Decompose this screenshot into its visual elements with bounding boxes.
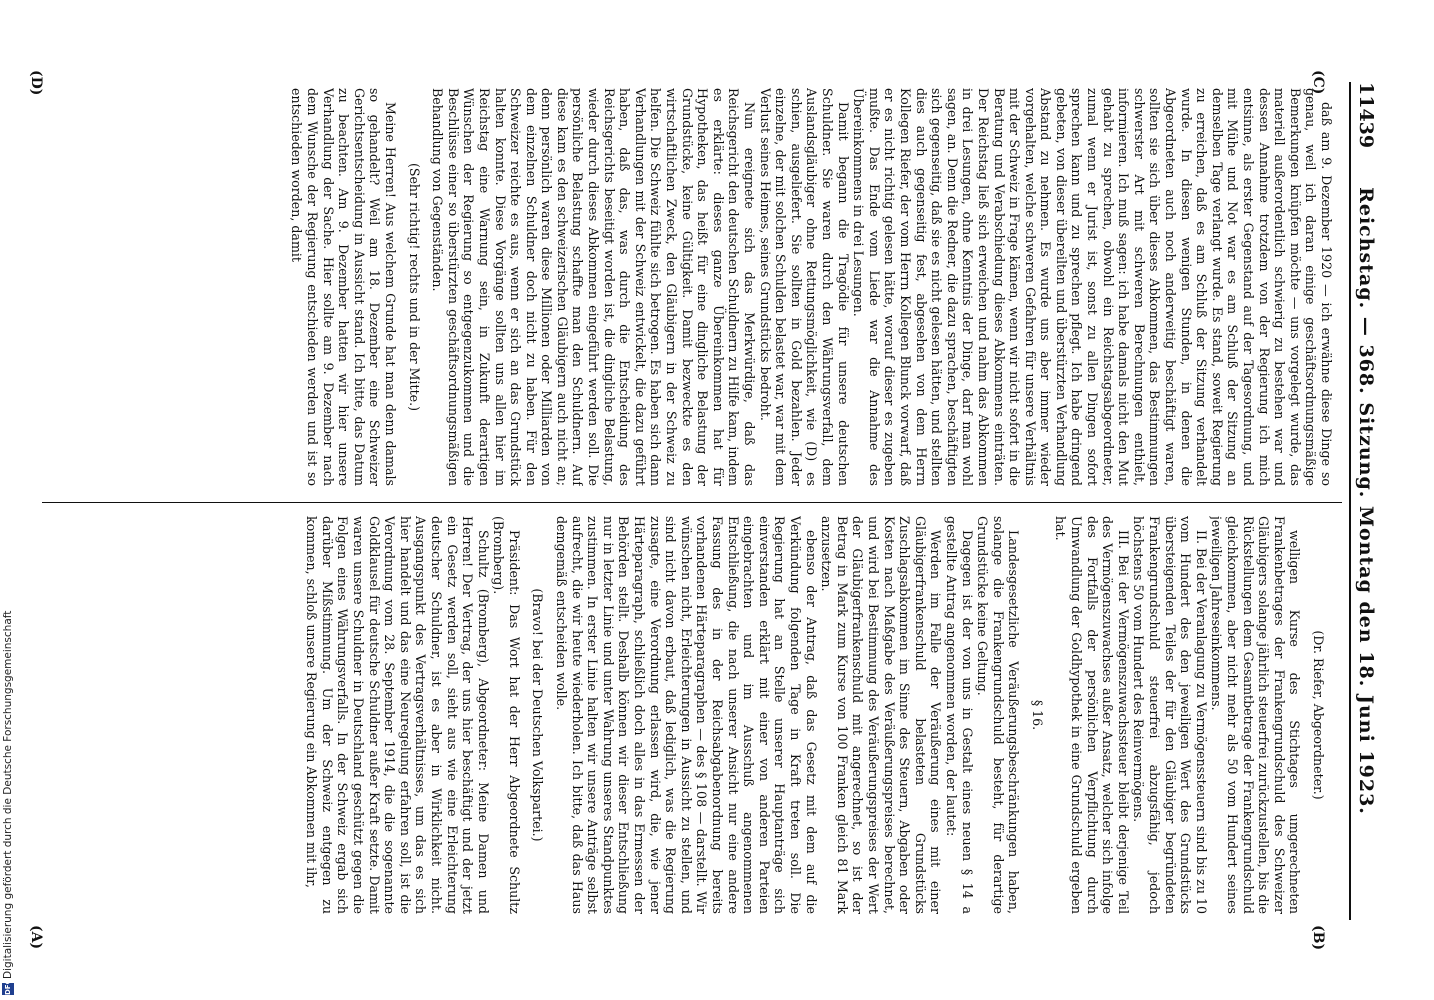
page-title: Reichstag. — 368. Sitzung. Montag den 18. Juni 1923. xyxy=(1355,187,1377,815)
margin-letter-a: (A) xyxy=(28,925,44,950)
interjection: (Sehr richtig! rechts und in der Mitte.) xyxy=(406,162,422,412)
margin-letter-b: (B) xyxy=(1310,925,1326,951)
speaker-note: (Dr. Riefer, Abgeordneter.) xyxy=(1311,630,1326,800)
page-number: 11439 xyxy=(1355,82,1377,149)
paragraph: II. Bei der Veranlagung zu Vermögenssteuern sind bis zu 10 vom Hundert des den jeweiligen Wert des Grundstücks übersteigenden Teiles der für den Gläubiger begründeten Frankengrundschuld steuerfrei abzugsfähig, jedoch höchstens 50 vom Hundert des Reinvermögens. xyxy=(1131,516,1209,914)
text-column-right xyxy=(44,516,1334,914)
paragraph: Landesgesetzliche Veräußerungsbeschränkungen haben, solange die Frankengrundschuld besteht, für derartige Grundstücke keine Geltung. xyxy=(975,516,1022,914)
interjection: (Bravo! bei der Deutschen Volkspartei.) xyxy=(530,588,546,842)
page-header xyxy=(1349,82,1379,920)
paragraph: Werden im Falle der Veräußerung eines mit einer Gläubigerfrankenschuld belasteten Grundstücks Zuschlagsabkommen im Sinne des Steuern, Abgaben oder Kosten nach Maßgabe des Veräußerungspreises berechnet, und wird bei Bestimmung des Veräußerungspreises der Wert der Gläubigerfrankenschuld mit angerechnet, so ist der Betrag in Mark zum Kurse von 100 Franken gleich 81 Mark anzusetzen. xyxy=(819,516,944,914)
credit-text: Digitalisierung gefördert durch die Deutsche Forschungsgemeinschaft xyxy=(2,610,14,979)
paragraph: Schultz (Bromberg), Abgeordneter: Meine Damen und Herren! Der Vertrag, der uns hier beschäftigt und der jetzt ein Gesetz werden soll, sieht aus wie eine Erleichterung deutscher Schuldner, ist es aber in Wirklichkeit nicht. Ausgangspunkt des Vertragsverhältnisses, um das es sich hier handelt und das eine Neuregelung erfahren soll, ist die Verordnung vom 28. September 1914, die die sogenannte Goldklausel für deutsche Schuldner außer Kraft setzte. Damit waren unsere Schuldner in Deutschland geschützt gegen die Folgen eines Währungsverfalls. In der Schweiz ergab sich darüber Mißstimmung. Um der Schweiz entgegen zu kommen, schloß unsere Regierung ein Abkommen mit ihr, xyxy=(304,516,491,914)
paragraph: Meine Herren! Aus welchem Grunde hat man denn damals so gehandelt? Weil am 18. Dezember eine Schweizer Gerichtsentscheidung in Aussicht stand. Ich bitte, das Datum zu beachten. Am 9. Dezember hatten wir hier unsere Verhandlung der Sache. Hier sollte am 9. Dezember nach dem Wunsche der Regierung entschieden werden und ist so entschieden worden, damit xyxy=(289,88,398,486)
margin-letter-c: (C) xyxy=(1310,70,1326,95)
column-divider xyxy=(42,502,1342,503)
section-heading: § 16. xyxy=(1029,699,1045,731)
text-column-left xyxy=(44,88,1334,486)
paragraph: ebenso der Antrag, daß das Gesetz mit dem auf die Verkündung folgenden Tage in Kraft treten soll. Die Regierung hat an Stelle unserer Hauptanträge sich einverstanden erklärt mit einer von anderen Parteien eingebrachten und im Ausschuß angenommenen Entschließung, die nach unserer Ansicht nur eine andere Fassung des in der Reichsabgabenordnung bereits vorhandenen Härteparagraphen — des § 108 — darstellt. Wir wünschen nicht, Erleichterungen in Aussicht zu stellen, und sind nicht davon erbaut, daß lediglich, was die Regierung zusagte, eine Verordnung erlassen wird, die, wie jener Härteparagraph, schließlich doch alles in das Ermessen der Behörden stellt. Deshalb können wir dieser Entschließung nur in letzter Linie und unter Wahrung unseres Standpunktes zustimmen. In erster Linie halten wir unsere Anträge selbst aufrecht, die wir heute wiederholen. Ich bitte, daß das Haus demgemäß entscheiden wolle. xyxy=(554,516,819,914)
paragraph: Nun ereignete sich das Merkwürdige, daß das Reichsgericht den deutschen Schuldnern zu Hilfe kam, indem es erklärte: dieses ganze Übereinkommen hat für Hypotheken, das heißt für eine dingliche Belastung der Grundstücke, keine Gültigkeit. Damit bezweckte es den wirtschaftlichen Zweck, den Gläubigern in der Schweiz zu helfen. Die Schweiz fühlte sich betrogen. Es haben sich dann Verhandlungen mit der Schweiz entwickelt, die dazu geführt haben, daß das, was durch die Entscheidung des Reichsgerichts beseitigt worden ist, die dingliche Belastung, wieder durch dieses Abkommen eingeführt werden soll. Die persönliche Belastung schaffte man den Schuldnern. Auf diese kam es den schweizerischen Gläubigern auch nicht an; denn persönlich waren diese Millionen oder Milliarden von dem einzelnen Schuldner doch nicht zu haben. Für den Schweizer reichte es aus, wenn er sich an das Grundstück halten konnte. Diese Vorgänge sollten uns allen hier im Reichstag eine Warnung sein, in Zukunft derartigen Wünschen der Regierung so entgegenzukommen und die Beschlüsse einer so überstürzten geschäftsordnungsmäßigen Behandlung von Gegenständen. xyxy=(430,88,758,486)
margin-letter-d: (D) xyxy=(28,70,44,96)
paragraph: III. Bei der Vermögenszuwachssteuer bleibt derjenige Teil des Vermögenszuwachses außer Ansatz, welcher sich infolge des Fortfalls der persönlichen Verpflichtung durch Umwandlung der Goldhypothek in eine Grundschuld ergeben hat. xyxy=(1053,516,1131,914)
digitization-credit xyxy=(2,611,14,995)
paragraph: welligen Kurse des Stichtages umgerechneten Frankenbetrages der Frankengrundschuld des Schweizer Gläubigers solange jährlich steuerfrei zurückzustellen, bis die Rückstellungen dem Gesamtbetrage der Frankengrundschuld gleichkommen, aber nicht mehr als 50 vom Hundert seines jeweiligen Jahreseinkommens. xyxy=(1209,516,1303,914)
dfg-logo-icon: DFG xyxy=(4,978,12,995)
paragraph: Präsident: Das Wort hat der Herr Abgeordnete Schultz (Bromberg). xyxy=(491,516,522,914)
paragraph: Damit begann die Tragödie für unsere deutschen Schuldner. Sie waren durch den Währungsverfall, dem Auslandsgläubiger ohne Rettungsmöglichkeit, wie (D) es schien, ausgeliefert. Sie sollten in Gold bezahlen. Jeder einzelne, der mit solchen Schulden belastet war, war mit dem Verlust seines Heimes, seines Grundstücks bedroht. xyxy=(757,88,851,486)
paragraph: daß am 9. Dezember 1920 — ich erwähne diese Dinge so genau, weil ich daran einige geschäftsordnungsmäßige Bemerkungen knüpfen möchte — uns vorgelegt wurde, das materiell außerordentlich schwierig zu bestehen war und dessen Annahme trotzdem von der Regierung ich mich entsinne, als erster Gegenstand auf der Tagesordnung, und mit Mühe und Not war es am Schluß der Sitzung an demselben Tage verlangt wurde. Es stand, soweit Regierung zu erreichen, daß es am Schluß der Sitzung verhandelt wurde. In diesen wenigen Stunden, in denen die Abgeordneten auch noch anderweitig beschäftigt waren, sollten sie sich über dieses Abkommen, das Bestimmungen schwerster Art mit schweren Berechnungen enthielt, informieren. Ich muß sagen: ich habe damals nicht den Mut gehabt zu sprechen, obwohl ein Reichstagsabgeordneter, zumal wenn er Jurist ist, sonst zu allen Dingen sofort sprechen kann und zu sprechen pflegt. Ich habe dringend gebeten, von dieser übereilten und überstürzten Verhandlung Abstand zu nehmen. Es wurde uns aber immer wieder vorgehalten, welche schweren Gefahren für unsere Verhältnis mit der Schweiz in Frage kämen, wenn wir nicht sofort in die Beratung und Verabschiedung dieses Abkommens einträten. Der Reichstag ließ sich erweichen und nahm das Abkommen in drei Lesungen, ohne Kenntnis der Dinge, darf man wohl sagen, an. Denn die Redner, die dazu sprachen, beschäftigten sich gegenseitig, daß sie es nicht gelesen hätten, und stellten dies auch gegenseitig fest, abgesehen von dem Herrn Kollegen Riefer, der vom Herrn Kollegen Blunck vorwarf, daß er es nicht richtig gelesen hätte, worauf dieser es zugeben mußte. Das Ende vom Liede war die Annahme des Übereinkommens in drei Lesungen. xyxy=(851,88,1334,486)
paragraph: Dagegen ist der von uns in Gestalt eines neuen § 14 a gestellte Antrag angenommen worden, der lautet: xyxy=(943,516,975,914)
